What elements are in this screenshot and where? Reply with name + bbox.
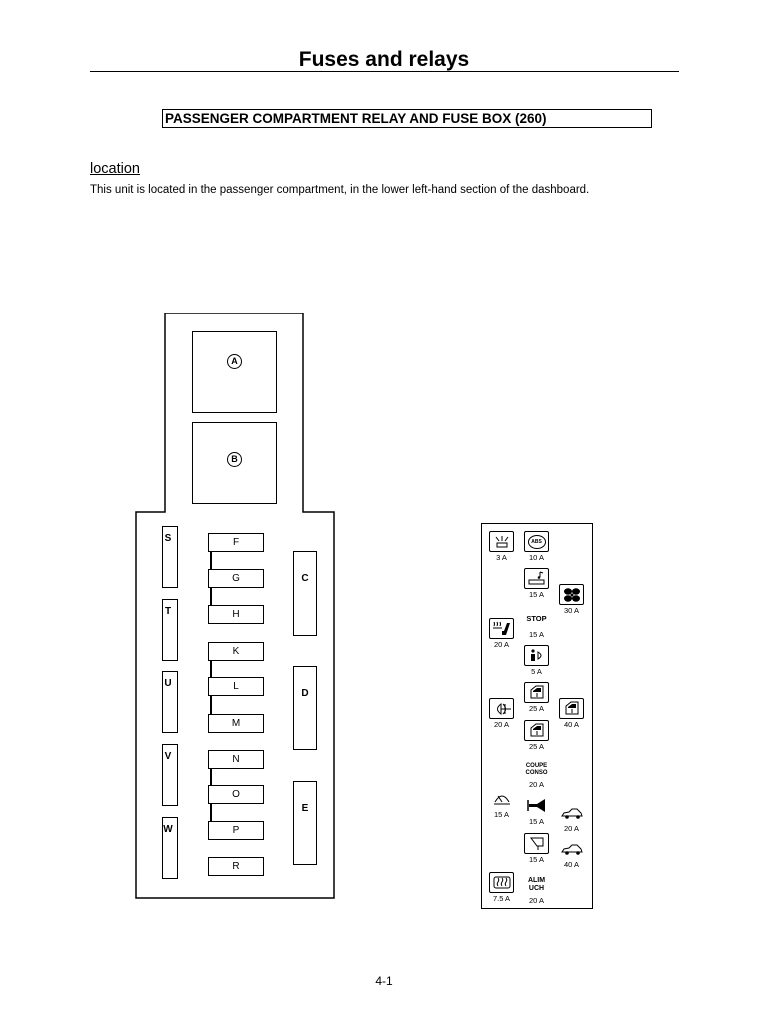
fuse-heated-seat [489,618,516,649]
relay-r: R [208,857,264,876]
fuse-amp: 40 A [563,720,579,729]
relay-l: L [208,677,264,696]
location-text: This unit is located in the passenger compartment, in the lower left-hand section of the dashboard. [90,184,590,196]
interior-light-icon [489,531,514,552]
relay-n: N [208,750,264,769]
rear-fog-icon [489,698,514,719]
relay-w-label: W [163,824,173,835]
section-title: PASSENGER COMPARTMENT RELAY AND FUSE BOX (260) [162,109,652,128]
fan-icon [559,584,584,605]
fuse-horn [524,795,551,826]
fuse-amp: 30 A [563,606,579,615]
relay-h: H [208,605,264,624]
relay-a-label: A [227,354,242,369]
fuse-amp: 3 A [496,553,507,562]
radio-icon [524,568,549,589]
fuse-amp: 15 A [493,810,509,819]
window-icon [524,682,549,703]
relay-t [162,599,178,661]
fuse-car-40 [559,838,586,869]
heated-seat-icon [489,618,514,639]
fuse-amp: 10 A [528,553,544,562]
wiper-icon [489,788,514,809]
relay-v-label: V [164,751,172,762]
mirror-icon [524,833,549,854]
page-title: Fuses and relays [298,48,470,71]
relay-m: M [208,714,264,733]
relay-w [162,817,178,879]
relay-s-label: S [164,533,172,544]
fuse-stop [524,608,551,639]
fuse-light [524,645,551,676]
fuse-window-40 [559,698,586,729]
relay-a [192,331,277,413]
title-rule [90,71,679,72]
relay-d [293,666,317,750]
car-icon [559,838,584,859]
fuse-car-20 [559,802,586,833]
relay-v [162,744,178,806]
rear-demist-icon [489,872,514,893]
relay-c-label: C [301,573,309,584]
fuse-amp: 20 A [528,896,544,905]
relay-box-diagram [135,313,335,899]
fuse-amp: 20 A [493,720,509,729]
window-icon [524,720,549,741]
fuse-window-2 [524,720,551,751]
stop-text: STOP [524,608,549,629]
fuse-amp: 15 A [528,590,544,599]
relay-d-label: D [301,688,309,699]
fuse-amp: 25 A [528,742,544,751]
fuse-amp: 20 A [563,824,579,833]
relay-f: F [208,533,264,552]
fuse-fan [559,584,586,615]
fuse-abs [524,531,551,562]
relay-c [293,551,317,636]
fuse-amp: 20 A [493,640,509,649]
fuse-wiper [489,788,516,819]
fuse-amp: 40 A [563,860,579,869]
relay-u [162,671,178,733]
fuse-window [524,682,551,713]
alim-uch-text: ALIM UCH [524,874,549,895]
relay-o: O [208,785,264,804]
light-icon [524,645,549,666]
relay-b-label: B [227,452,242,467]
coupe-conso-text: COUPE CONSO [524,758,549,779]
relay-b [192,422,277,504]
relay-e [293,781,317,865]
page-number: 4-1 [375,974,393,988]
fuse-coupe-conso [524,758,551,789]
fuse-rear-demist [489,872,516,903]
fuse-amp: 15 A [528,817,544,826]
relay-k: K [208,642,264,661]
relay-p: P [208,821,264,840]
car-icon [559,802,584,823]
fuse-mirror [524,833,551,864]
horn-icon [524,795,549,816]
relay-s [162,526,178,588]
relay-t-label: T [164,606,172,617]
relay-e-label: E [301,803,309,814]
fuse-interior-light [489,531,516,562]
window-icon [559,698,584,719]
relay-u-label: U [164,678,172,689]
fuse-amp: 7.5 A [492,894,511,903]
fuse-amp: 15 A [528,855,544,864]
fuse-amp: 15 A [528,630,544,639]
fuse-amp: 20 A [528,780,544,789]
fuse-alim-uch [524,874,551,905]
fuse-radio [524,568,551,599]
relay-g: G [208,569,264,588]
fuse-amp: 25 A [528,704,544,713]
fuse-rear-fog [489,698,516,729]
fuse-amp: 5 A [531,667,542,676]
location-heading: location [90,161,140,177]
fuse-panel-diagram [481,523,593,909]
abs-icon: ABS [524,531,549,552]
